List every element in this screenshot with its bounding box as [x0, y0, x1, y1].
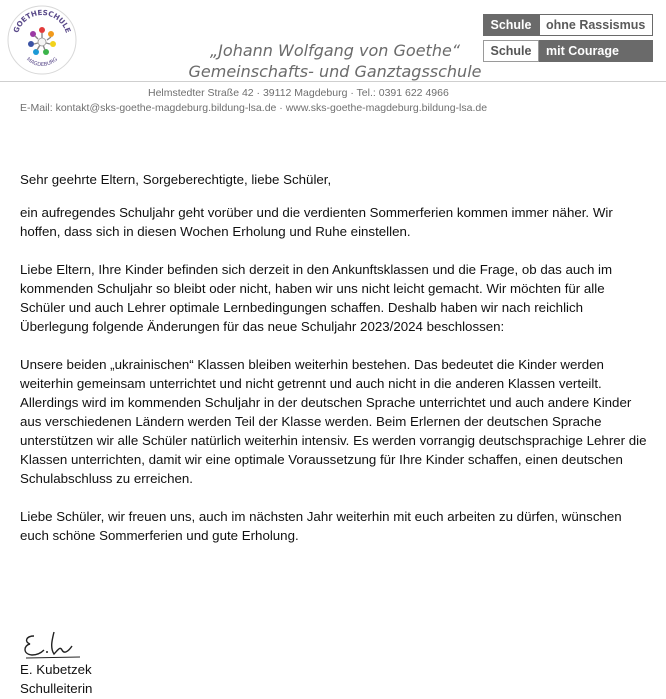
letter-paragraph: Unsere beiden „ukrainischen“ Klassen bleiben weiterhin bestehen. Das bedeutet die Kinder werden weiterhin gemeinsam unterrichtet und nicht getrennt und auch nicht in die anderen Klassen verteilt. Allerdings wird im kommenden Schuljahr in der deutschen Sprache unterrichtet und auch andere Kinder aus verschiedenen Ländern werden Teil der Klasse werden. Beim Erlernen der deutschen Sprache unterstützen wir alle Schüler natürlich weiterhin intensiv. Es werden vorrangig deutschsprachige Lehrer die Klassen unterrichten, damit wir eine optimale Voraussetzung für Ihre Kinder schaffen, einen deutschen Schulabschluss zu erreichen. — [20, 357, 647, 486]
badge-row-2 — [483, 40, 653, 62]
signer-block — [20, 660, 92, 698]
letter-greeting: Sehr geehrte Eltern, Sorgeberechtigte, liebe Schüler, — [20, 172, 332, 187]
header-divider — [0, 81, 666, 82]
school-logo-icon — [6, 4, 78, 76]
badge-row1-left: Schule — [483, 14, 539, 36]
svg-text:MAGDEBURG: MAGDEBURG — [25, 56, 59, 69]
badge-row2-right: mit Courage — [539, 40, 653, 62]
letterhead — [0, 0, 666, 120]
letter-paragraph: Liebe Schüler, wir freuen uns, auch im nächsten Jahr weiterhin mit euch arbeiten zu dürfen, wünschen euch schöne Sommerferien und gute Erholung. — [20, 509, 622, 543]
letter-body — [20, 170, 650, 564]
svg-text:GOETHESCHULE: GOETHESCHULE — [11, 7, 73, 35]
address-line: Helmstedter Straße 42 · 39112 Magdeburg · Tel.: 0391 622 4966 — [148, 87, 449, 99]
letter-paragraph: ein aufregendes Schuljahr geht vorüber und die verdienten Sommerferien kommen immer näher. Wir hoffen, dass sich in diesen Wochen Erholung und Ruhe einstellen. — [20, 205, 613, 239]
school-name — [150, 40, 520, 82]
schule-ohne-rassismus-badge — [483, 14, 653, 66]
handwritten-signature-icon — [20, 628, 140, 662]
letter-paragraph: Liebe Eltern, Ihre Kinder befinden sich derzeit in den Ankunftsklassen und die Frage, ob das auch im kommenden Schuljahr so bleibt oder nicht, haben wir uns nicht leicht gemacht. Wir möchten für alle Schüler und auch Lehrer optimale Lernbedingungen schaffen. Deshalb haben wir nach reichlich Überlegung folgende Änderungen für das neue Schuljahr 2023/2024 beschlossen: — [20, 262, 613, 334]
badge-row2-left: Schule — [483, 40, 539, 62]
address-block — [0, 86, 666, 116]
signer-role: Schulleiterin — [20, 681, 93, 696]
signer-name: E. Kubetzek — [20, 662, 92, 677]
school-name-line2: Gemeinschafts- und Ganztagsschule — [188, 62, 482, 81]
contact-line: E-Mail: kontakt@sks-goethe-magdeburg.bildung-lsa.de · www.sks-goethe-magdeburg.bildung-lsa.de — [20, 102, 488, 114]
badge-row1-right: ohne Rassismus — [539, 14, 653, 36]
badge-row-1 — [483, 14, 653, 36]
school-name-line1: „Johann Wolfgang von Goethe“ — [209, 41, 461, 60]
